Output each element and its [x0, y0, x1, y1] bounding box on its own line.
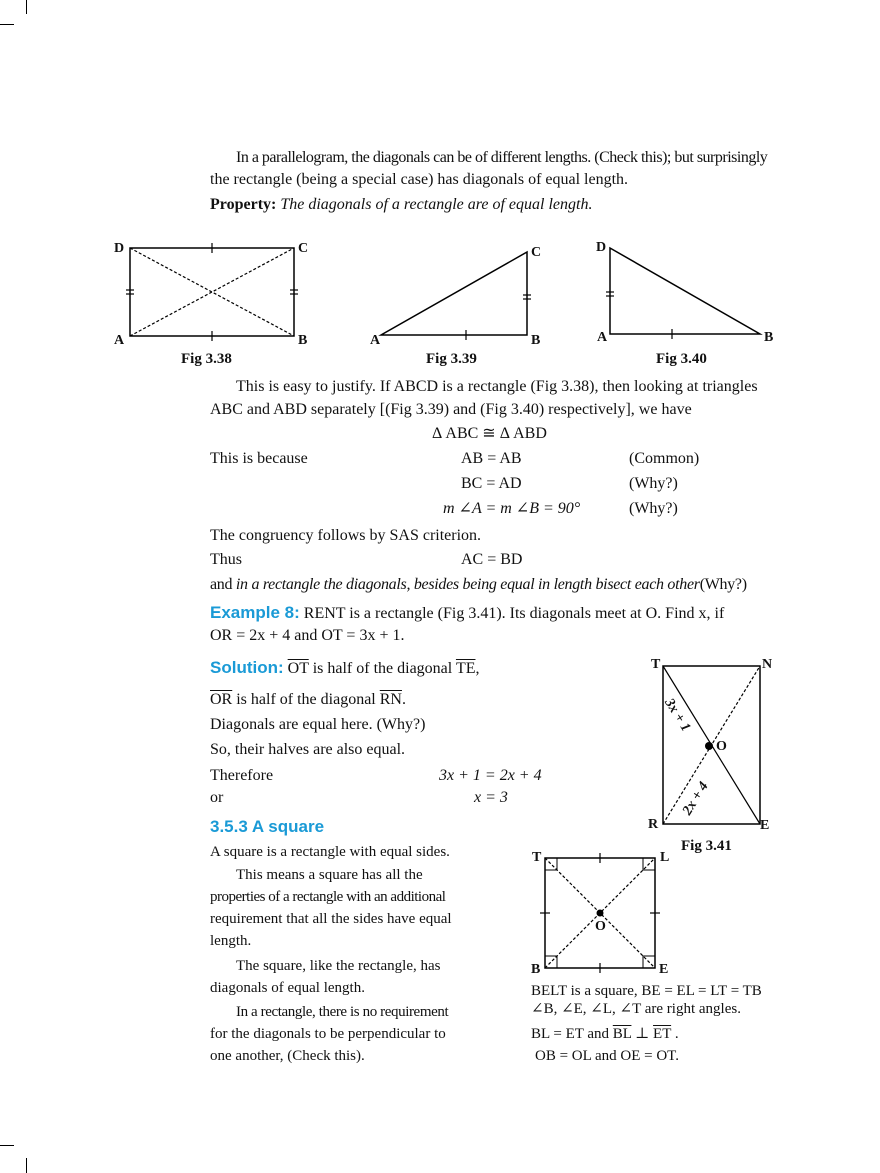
solution-half-2: is half of the diagonal [236, 691, 376, 708]
reason-common: (Common) [629, 450, 700, 467]
square-note-3-prefix: BL = ET and [531, 1026, 610, 1042]
solution-line-3: Diagonals are equal here. (Why?) [210, 716, 426, 733]
fig340-caption: Fig 3.40 [656, 351, 707, 367]
reason-why-2: (Why?) [629, 500, 678, 517]
fig341-label-o: O [716, 739, 727, 754]
perpendicular-symbol: ⊥ [635, 1026, 650, 1042]
segment-ot: $\overline{OT}$ [287, 660, 309, 677]
solution-half-1: is half of the diagonal [312, 660, 453, 677]
justify-line-2: ABC and ABD separately [(Fig 3.39) and (Fig 3.40) respectively], we have [210, 401, 692, 418]
fig340-label-d: D [596, 240, 607, 255]
property-label: Property: [210, 196, 277, 213]
fig341-label-n: N [762, 657, 773, 672]
justify-line-1: This is easy to justify. If ABCD is a rectangle (Fig 3.38), then looking at triangles [236, 378, 758, 395]
therefore-label: Therefore [210, 767, 274, 784]
segment-or: $\overline{OR}$ [210, 691, 233, 708]
thus-label: Thus [210, 551, 242, 568]
equation-ab-ab: AB = AB [461, 450, 522, 467]
solution-label: Solution: [210, 658, 284, 677]
square-p4-line-1: In a rectangle, there is no requirement [236, 1004, 449, 1020]
example-label: Example 8: [210, 603, 300, 622]
fig341-label-e: E [760, 818, 770, 833]
property-text: The diagonals of a rectangle are of equal length. [280, 196, 593, 213]
fig339-label-a: A [370, 333, 381, 348]
reason-why-1: (Why?) [629, 475, 678, 492]
square-label-o: O [595, 919, 606, 934]
segment-et: $\overline{ET}$ [653, 1026, 672, 1042]
fig339-caption: Fig 3.39 [426, 351, 477, 367]
example-text-1: RENT is a rectangle (Fig 3.41). Its diagonals meet at O. Find x, if [303, 605, 725, 622]
square-p3-line-1: The square, like the rectangle, has [236, 958, 441, 974]
solution-line-4: So, their halves are also equal. [210, 741, 406, 758]
segment-rn: $\overline{RN}$ [379, 691, 402, 708]
sas-statement: The congruency follows by SAS criterion. [210, 527, 482, 544]
segment-te: $\overline{TE}$ [455, 660, 476, 677]
bisect-italic: in a rectangle the diagonals, besides being equal in length bisect each other [235, 576, 700, 593]
intro-line-1: In a parallelogram, the diagonals can be of different lengths. (Check this); but surprisingly [236, 149, 768, 166]
fig341-upper-diagonal-label: 3x + 1 [661, 696, 694, 735]
square-note-2: ∠B, ∠E, ∠L, ∠T are right angles. [531, 1001, 741, 1017]
fig338-label-d: D [114, 241, 125, 256]
square-label-l: L [660, 850, 670, 865]
square-p2-line-3: requirement that all the sides have equal [210, 911, 452, 927]
fig339-label-c: C [531, 245, 542, 260]
equation-x-3: x = 3 [474, 789, 508, 806]
intro-line-2: the rectangle (being a special case) has diagonals of equal length. [210, 171, 629, 188]
bisect-suffix: (Why?) [699, 576, 747, 593]
equation-angles: m ∠A = m ∠B = 90° [443, 500, 581, 517]
fig338-caption: Fig 3.38 [181, 351, 232, 367]
equation-bc-ad: BC = AD [461, 475, 522, 492]
solution-comma: , [475, 660, 480, 677]
square-p3-line-2: diagonals of equal length. [210, 980, 365, 996]
square-note-1: BELT is a square, BE = EL = LT = TB [531, 983, 762, 999]
or-label: or [210, 789, 224, 806]
fig338-label-a: A [114, 333, 125, 348]
fig341-lower-diagonal-label: 2x + 4 [680, 779, 712, 818]
solution-period: . [401, 691, 406, 708]
square-note-4: OB = OL and OE = OT. [535, 1048, 679, 1064]
fig341-label-t: T [651, 657, 661, 672]
example-8-line-2: OR = 2x + 4 and OT = 3x + 1. [210, 627, 405, 644]
fig340-label-b: B [764, 330, 774, 345]
square-p2-line-2: properties of a rectangle with an additional [210, 889, 446, 905]
bisect-prefix: and [210, 576, 233, 593]
square-label-t: T [532, 850, 542, 865]
because-label: This is because [210, 450, 308, 467]
fig341-caption: Fig 3.41 [681, 838, 732, 854]
square-p2-line-4: length. [210, 933, 252, 949]
fig340-label-a: A [597, 330, 608, 345]
fig341-label-r: R [648, 817, 659, 832]
square-label-e: E [659, 962, 669, 977]
fig339-label-b: B [531, 333, 541, 348]
fig338-label-b: B [298, 333, 308, 348]
equation-3x-2x: 3x + 1 = 2x + 4 [439, 767, 542, 784]
square-p4-line-2: for the diagonals to be perpendicular to [210, 1026, 446, 1042]
square-p2-line-1: This means a square has all the [236, 867, 423, 883]
congruence-statement: Δ ABC ≅ Δ ABD [432, 425, 547, 442]
square-label-b: B [531, 962, 541, 977]
equation-ac-bd: AC = BD [461, 551, 523, 568]
square-p1: A square is a rectangle with equal sides. [210, 844, 450, 860]
segment-bl: $\overline{BL}$ [612, 1026, 632, 1042]
square-note-3-suffix: . [674, 1026, 679, 1042]
square-p4-line-3: one another, (Check this). [210, 1048, 365, 1064]
section-3-5-3-heading: 3.5.3 A square [210, 817, 325, 836]
fig338-label-c: C [298, 241, 309, 256]
square-note-3 [531, 1025, 679, 1043]
